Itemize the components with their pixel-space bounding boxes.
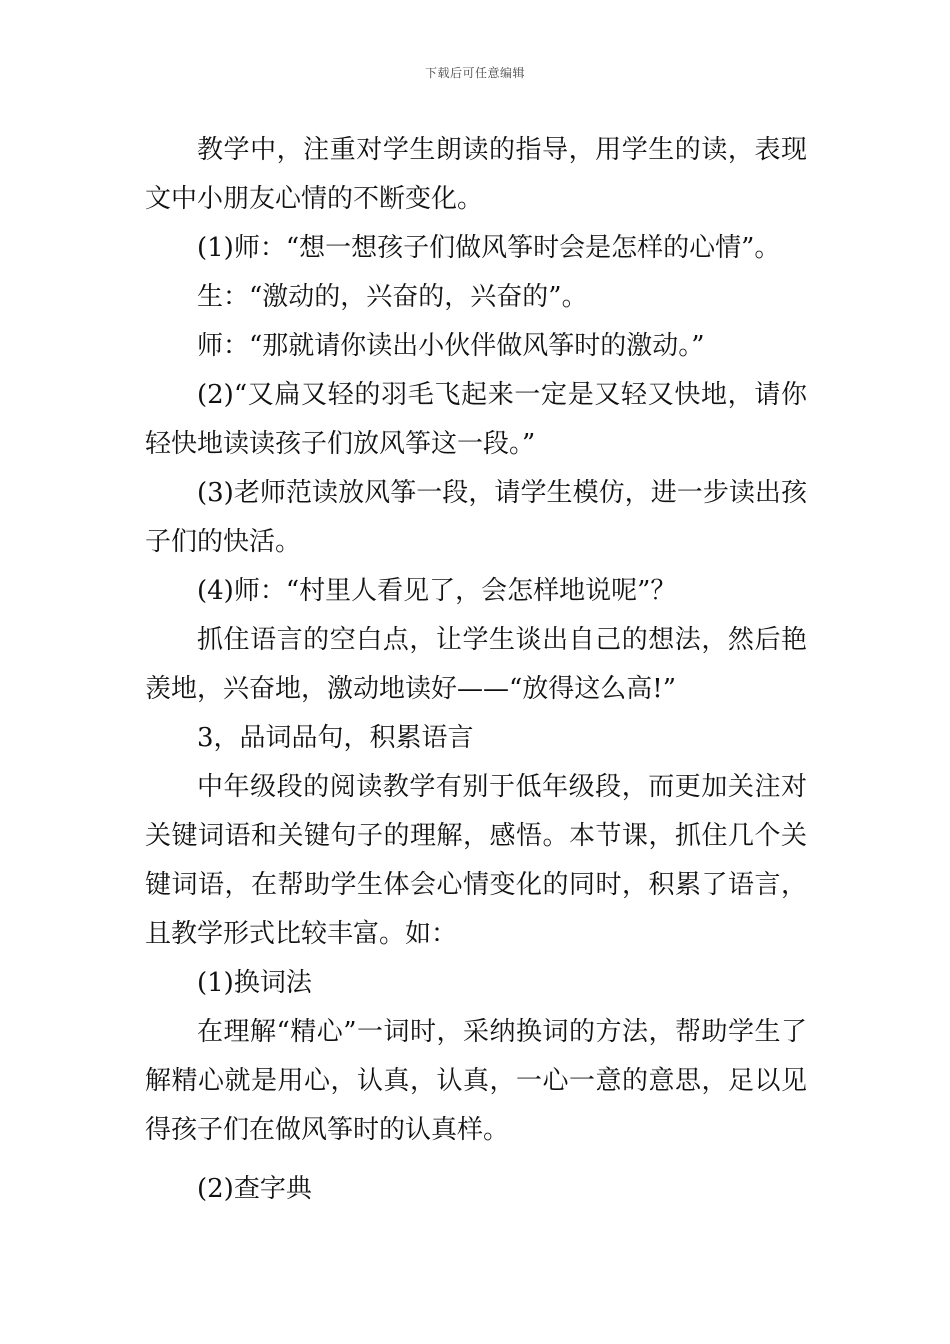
paragraph-intro: 教学中，注重对学生朗读的指导，用学生的读，表现文中小朋友心情的不断变化。 xyxy=(145,135,807,214)
section-heading-3: 3，品词品句，积累语言 xyxy=(197,723,474,753)
paragraph-student-reply: 生：“激动的，兴奋的，兴奋的”。 xyxy=(197,282,588,312)
paragraph-item-4: (4)师：“村里人看见了，会怎样地说呢”？ xyxy=(197,576,677,606)
paragraph-middle-grade: 中年级段的阅读教学有别于低年级段，而更加关注对关键词语和关键句子的理解，感悟。本节课，抓住几个关键词语，在帮助学生体会心情变化的同时，积累了语言，且教学形式比较丰富。如： xyxy=(145,772,807,949)
subheading-dictionary: (2)查字典 xyxy=(197,1174,312,1204)
paragraph-item-2: (2)“又扁又轻的羽毛飞起来一定是又轻又快地，请你轻快地读读孩子们放风筝这一段。” xyxy=(145,380,807,459)
paragraph-jingxin: 在理解“精心”一词时，采纳换词的方法，帮助学生了解精心就是用心，认真，认真，一心一意的意思，足以见得孩子们在做风筝时的认真样。 xyxy=(145,1017,807,1145)
document-body xyxy=(145,126,807,1214)
page-header: 下载后可任意编辑 xyxy=(424,66,525,80)
paragraph-blank-point: 抓住语言的空白点，让学生谈出自己的想法，然后艳羡地，兴奋地，激动地读好——“放得这么高!” xyxy=(145,625,807,704)
paragraph-teacher-reply: 师：“那就请你读出小伙伴做风筝时的激动。” xyxy=(197,331,705,361)
subheading-word-replacement: (1)换词法 xyxy=(197,968,312,998)
paragraph-item-3: (3)老师范读放风筝一段，请学生模仿，进一步读出孩子们的快活。 xyxy=(145,478,807,557)
paragraph-item-1: (1)师：“想一想孩子们做风筝时会是怎样的心情”。 xyxy=(197,233,781,263)
